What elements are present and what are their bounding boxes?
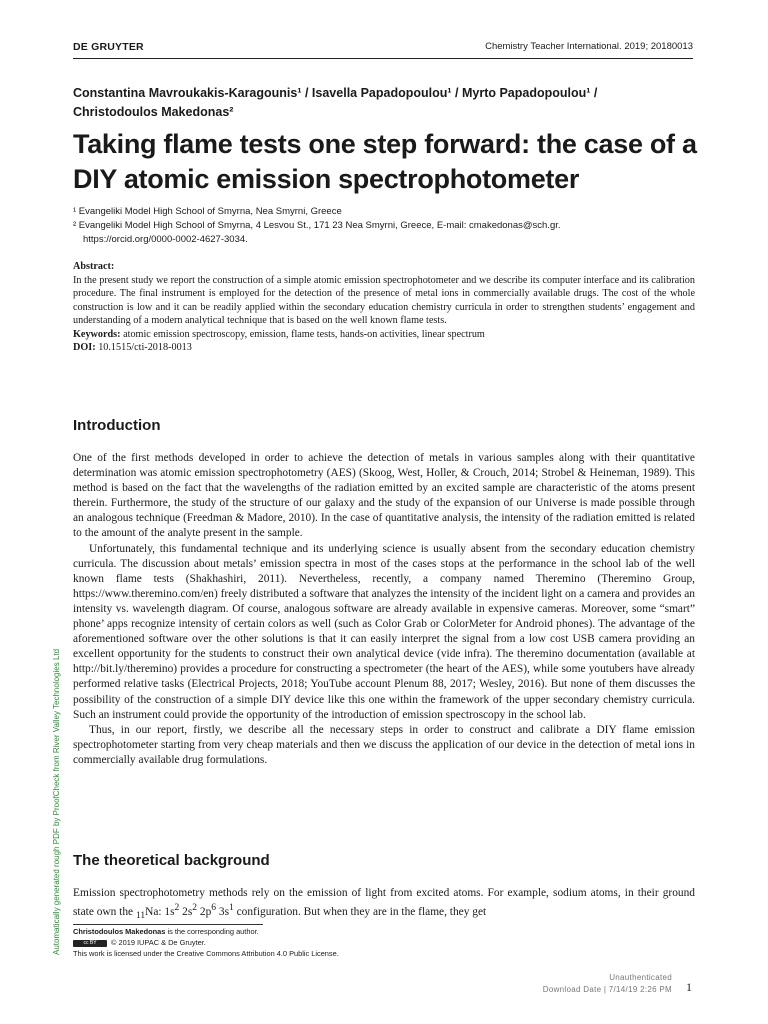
theory-text-start: Emission spectrophotometry methods rely on the emission of light from excited atoms. For example, sodium atoms, in their ground state own the: [73, 887, 695, 918]
theory-paragraph-1: [73, 886, 695, 924]
abstract-label: Abstract:: [73, 261, 115, 272]
page-number: 1: [686, 980, 692, 994]
keywords-line: [73, 328, 695, 342]
theory-text-end: configuration. But when they are in the flame, they get: [233, 905, 487, 918]
download-date: Download Date | 7/14/19 2:26 PM: [542, 985, 672, 994]
authors-line-2: Christodoulos Makedonas²: [73, 105, 234, 119]
download-info: [543, 972, 672, 996]
keywords-label: Keywords:: [73, 328, 121, 340]
config-element: Na: 1s: [145, 905, 175, 918]
corresponding-author-note: [73, 926, 693, 937]
running-head: [73, 41, 693, 57]
config-part-3: 2p: [197, 905, 212, 918]
header-rule: [73, 58, 693, 59]
abstract-text: In the present study we report the construction of a simple atomic emission spectrophotometer and we describe its computer interface and its calibration procedure. The final instrument is employed for the detection of the presence of metal ions in commercially available drugs. The cost of the whole construction is low and it can be readily applied within the secondary education chemistry curricula in order to strengthen students’ engagement and understanding of a modern analytical technique that is based on the well known flame tests.: [73, 274, 695, 326]
intro-paragraph-1: One of the first methods developed in order to achieve the detection of metals in various samples along with their quantitative determination was atomic emission spectrophotometry (AES) (Skoog, West, Holler, & Crouch, 2014; Strobel & Heineman, 1989). This method is based on the fact that the wavelengths of the radiation emitted by an excited sample are characteristic of the atoms present therein. Furthermore, the study of the structure of our galaxy and the study of the expansion of our Universe is made possible through an analogous technique (Freedman & Madore, 2010). In the case of quantitative analysis, the intensity of the radiation emitted is related to the amount of the analyte present in the sample.: [73, 452, 695, 540]
doi-label: DOI:: [73, 342, 96, 353]
theory-body: [73, 886, 695, 924]
corresponding-author-text: is the corresponding author.: [165, 927, 259, 936]
auth-status: Unauthenticated: [609, 973, 672, 982]
orcid-link[interactable]: https://orcid.org/0000-0002-4627-3034.: [83, 234, 248, 245]
article-title: Taking flame tests one step forward: the case of a DIY atomic emission spectrophotometer: [73, 129, 697, 194]
atomic-number: 11: [135, 911, 146, 922]
author-list: [73, 84, 693, 122]
doi-line: [73, 341, 695, 355]
publisher-name: DE GRUYTER: [73, 41, 144, 53]
license-line: This work is licensed under the Creative Commons Attribution 4.0 Public License.: [73, 949, 339, 958]
config-part-2: 2s: [179, 905, 193, 918]
doi-value[interactable]: 10.1515/cti-2018-0013: [98, 342, 192, 353]
config-part-4: 3s: [216, 905, 230, 918]
corresponding-author-name: Christodoulos Makedonas: [73, 927, 166, 936]
introduction-body: [73, 451, 695, 768]
affiliations: [73, 205, 693, 247]
affiliation-2: [73, 219, 693, 247]
introduction-heading: Introduction: [73, 417, 161, 434]
copyright-line: [73, 937, 693, 948]
affiliation-1: ¹ Evangeliki Model High School of Smyrna, Nea Smyrni, Greece: [73, 206, 342, 217]
intro-paragraph-2: Unfortunately, this fundamental technique and its underlying science is usually absent from the secondary education chemistry curricula. The discussion about metals’ emission spectra in most of the cases stops at the performance in the school lab of the well known flame tests (Shakhashiri, 2011). Nevertheless, recently, a company named Theremino (Theremino Group, https://www.theremino.com/en) freely distributed a software that analyzes the intensity of the incident light on a camera and provides an intensity vs. wavelength diagram. Of course, analogous software are already available in expensive cameras. Moreover, some “smart” phone’ apps recognize intensity of certain colors as well (such as Color Grab or ColorMeter for Android phones). The advantage of the aforementioned software over the other solutions is that it can easily interpret the signal from a low cost USB camera providing an excellent opportunity for the students to construct their own analytical device (vide infra). The theremino documentation (available at http://bit.ly/theremino) provides a procedure for constructing a spectrometer (the heart of the AES), while some youtubers have already performed relative tasks (Electrical Projects, 2018; YouTube account Plenum 88, 2017; Wesley, 2016). But none of them discusses the possibility of the construction of a simple DIY device like this one within the framework of the upper secondary chemistry curricula. Such an instrument could provide the opportunity of the introduction of emission spectroscopy in the school lab.: [73, 542, 695, 721]
copyright-text: © 2019 IUPAC & De Gruyter.: [111, 938, 206, 947]
config-sup-4: 1: [229, 903, 234, 914]
config-sup-3: 6: [211, 903, 217, 914]
authors-line-1: Constantina Mavroukakis-Karagounis¹ / Isavella Papadopoulou¹ / Myrto Papadopoulou¹ /: [73, 86, 598, 100]
journal-citation: Chemistry Teacher International. 2019; 20180013: [485, 41, 693, 52]
proofcheck-side-stamp: Automatically generated rough PDF by ProofCheck from River Valley Technologies Ltd: [52, 648, 61, 955]
abstract: [73, 260, 695, 355]
config-sup-2: 2: [192, 903, 198, 914]
keywords-text: atomic emission spectroscopy, emission, flame tests, hands-on activities, linear spectrum: [123, 328, 485, 340]
intro-paragraph-3: Thus, in our report, firstly, we describe all the necessary steps in order to construct and calibrate a DIY flame emission spectrophotometer starting from very cheap materials and then we discuss the application of our device in the detection of metal ions in commercially available drug formulations.: [73, 723, 695, 766]
affiliation-2-text: ² Evangeliki Model High School of Smyrna, 4 Lesvou St., 171 23 Nea Smyrni, Greece, E-mail: cmakedonas@sch.gr.: [73, 220, 561, 231]
footnotes: [73, 926, 693, 959]
config-sup-1: 2: [174, 903, 180, 914]
cc-by-badge-icon: cc BY: [73, 940, 107, 947]
footnote-rule: [73, 924, 263, 925]
theory-heading: The theoretical background: [73, 852, 270, 869]
